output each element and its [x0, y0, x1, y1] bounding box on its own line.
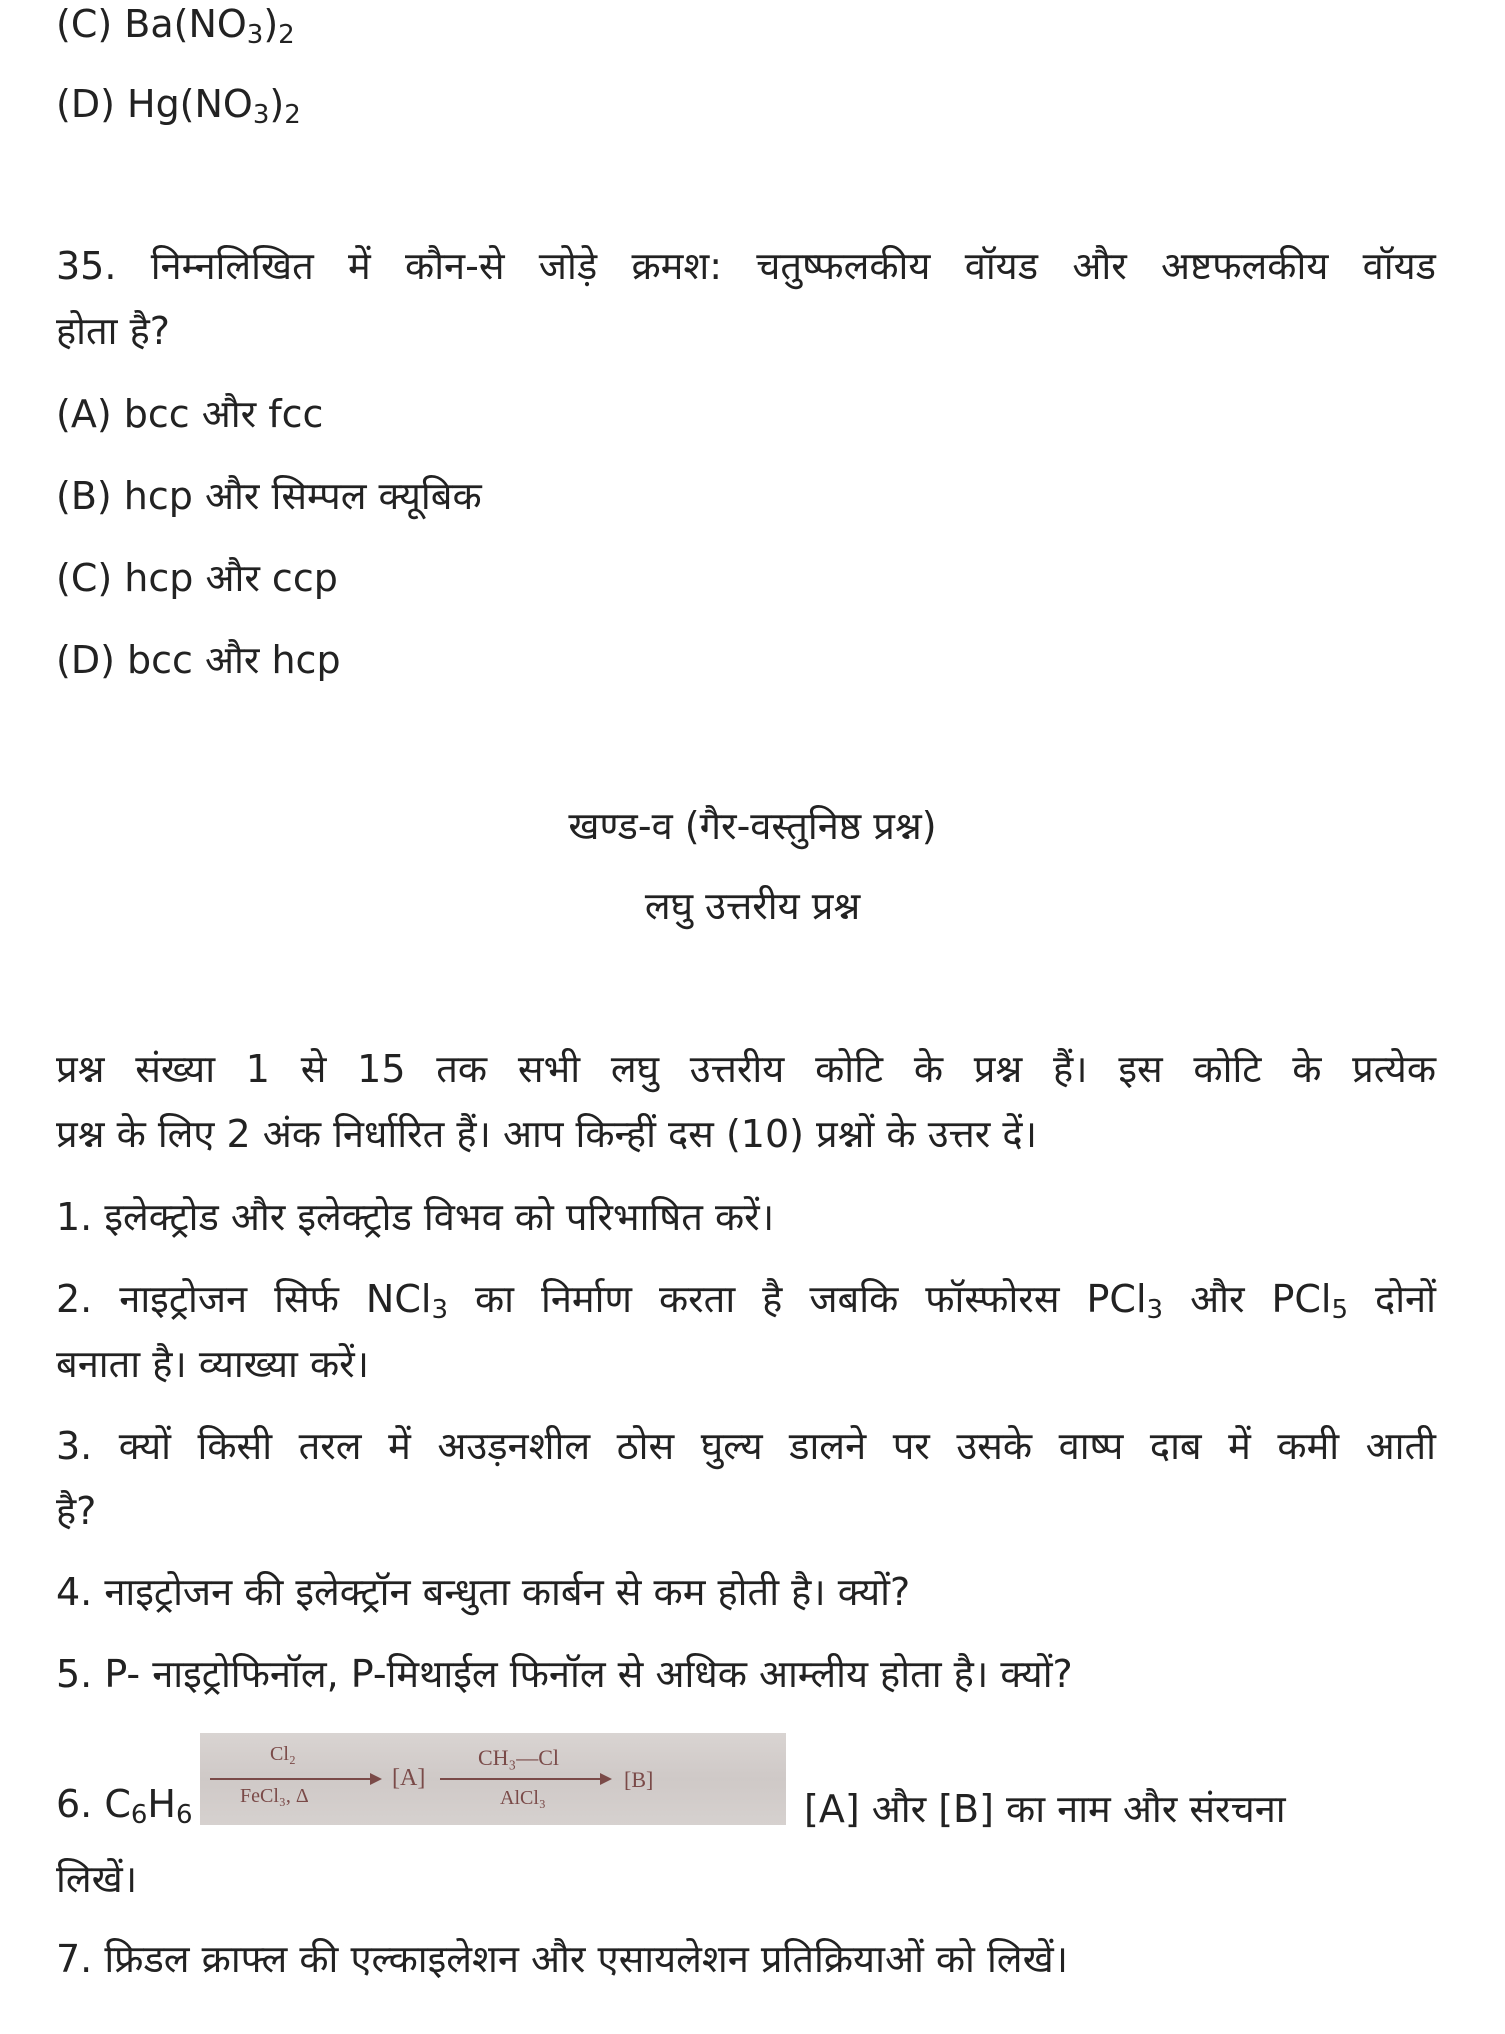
reaction-scheme-image: [200, 1733, 786, 1825]
question-5: 5. P- नाइट्रोफिनॉल, P-मिथाईल फिनॉल से अधिक आम्लीय होता है। क्यों?: [56, 1652, 1073, 1696]
subscript: 6: [130, 1800, 148, 1830]
question-3-line1: 3. क्यों किसी तरल में अउड़नशील ठोस घुल्य डालने पर उसके वाष्प दाब में कमी आती: [56, 1424, 1436, 1468]
subscript: 2: [284, 100, 301, 130]
subscript: 3: [252, 100, 270, 130]
question-3-line2: है?: [56, 1489, 97, 1533]
q6-c: 6. C: [56, 1782, 131, 1826]
subscript: 6: [176, 1800, 193, 1830]
subscript: 3: [1146, 1295, 1164, 1325]
reagent2-top-label: CH₃—Cl: [478, 1745, 560, 1770]
product-b-label: [B]: [624, 1767, 654, 1792]
q2-text-d: दोनों: [1348, 1277, 1436, 1321]
intermediate-a-label: [A]: [392, 1765, 426, 1791]
option-d-mid: ): [269, 82, 285, 126]
reagent2-bottom-label: AlCl₃: [500, 1787, 546, 1809]
reagent1-top-label: Cl₂: [270, 1743, 296, 1765]
option-d-prev: [56, 80, 301, 128]
section-subtitle: लघु उत्तरीय प्रश्न: [644, 884, 861, 928]
subscript: 2: [278, 20, 295, 50]
instructions-line2: प्रश्न के लिए 2 अंक निर्धारित हैं। आप किन्हीं दस (10) प्रश्नों के उत्तर दें।: [56, 1112, 1037, 1156]
question-35-option-d: (D) bcc और hcp: [56, 638, 341, 682]
question-35-line2: होता है?: [56, 309, 170, 353]
option-c-prev: [56, 0, 295, 48]
question-1: 1. इलेक्ट्रोड और इलेक्ट्रोड विभव को परिभाषित करें।: [56, 1195, 775, 1239]
question-35-option-c: (C) hcp और ccp: [56, 556, 338, 600]
question-35-line1: 35. निम्नलिखित में कौन-से जोड़े क्रमश: चतुष्फलकीय वॉयड और अष्टफलकीय वॉयड: [56, 244, 1436, 288]
q2-text-b: का निर्माण करता है जबकि फॉस्फोरस PCl: [447, 1277, 1147, 1321]
question-6-line2: लिखें।: [56, 1857, 138, 1901]
question-35-option-b: (B) hcp और सिम्पल क्यूबिक: [56, 474, 482, 518]
question-6-suffix: [A] और [B] का नाम और संरचना: [804, 1787, 1286, 1831]
reagent1-bottom-label: FeCl₃, Δ: [240, 1785, 309, 1807]
subscript: 3: [431, 1295, 448, 1325]
q2-text-a: 2. नाइट्रोजन सिर्फ NCl: [56, 1277, 432, 1321]
q6-h: H: [147, 1782, 176, 1826]
question-4: 4. नाइट्रोजन की इलेक्ट्रॉन बन्धुता कार्बन से कम होती है। क्यों?: [56, 1570, 911, 1614]
instructions-line1: प्रश्न संख्या 1 से 15 तक सभी लघु उत्तरीय कोटि के प्रश्न हैं। इस कोटि के प्रत्येक: [56, 1047, 1436, 1091]
option-c-text: (C) Ba(NO: [56, 2, 247, 46]
question-2-line1: [56, 1275, 1436, 1323]
option-d-text: (D) Hg(NO: [56, 82, 253, 126]
question-2-line2: बनाता है। व्याख्या करें।: [56, 1342, 370, 1386]
q2-text-c: और PCl: [1163, 1277, 1332, 1321]
question-6-prefix: [56, 1780, 193, 1828]
subscript: 3: [246, 20, 264, 50]
subscript: 5: [1331, 1295, 1349, 1325]
question-35-option-a: (A) bcc और fcc: [56, 392, 324, 436]
option-c-mid: ): [263, 2, 279, 46]
section-title: खण्ड-व (गैर-वस्तुनिष्ठ प्रश्न): [568, 804, 937, 848]
question-7: 7. फ्रिडल क्राफ्ल की एल्काइलेशन और एसायलेशन प्रतिक्रियाओं को लिखें।: [56, 1937, 1069, 1981]
